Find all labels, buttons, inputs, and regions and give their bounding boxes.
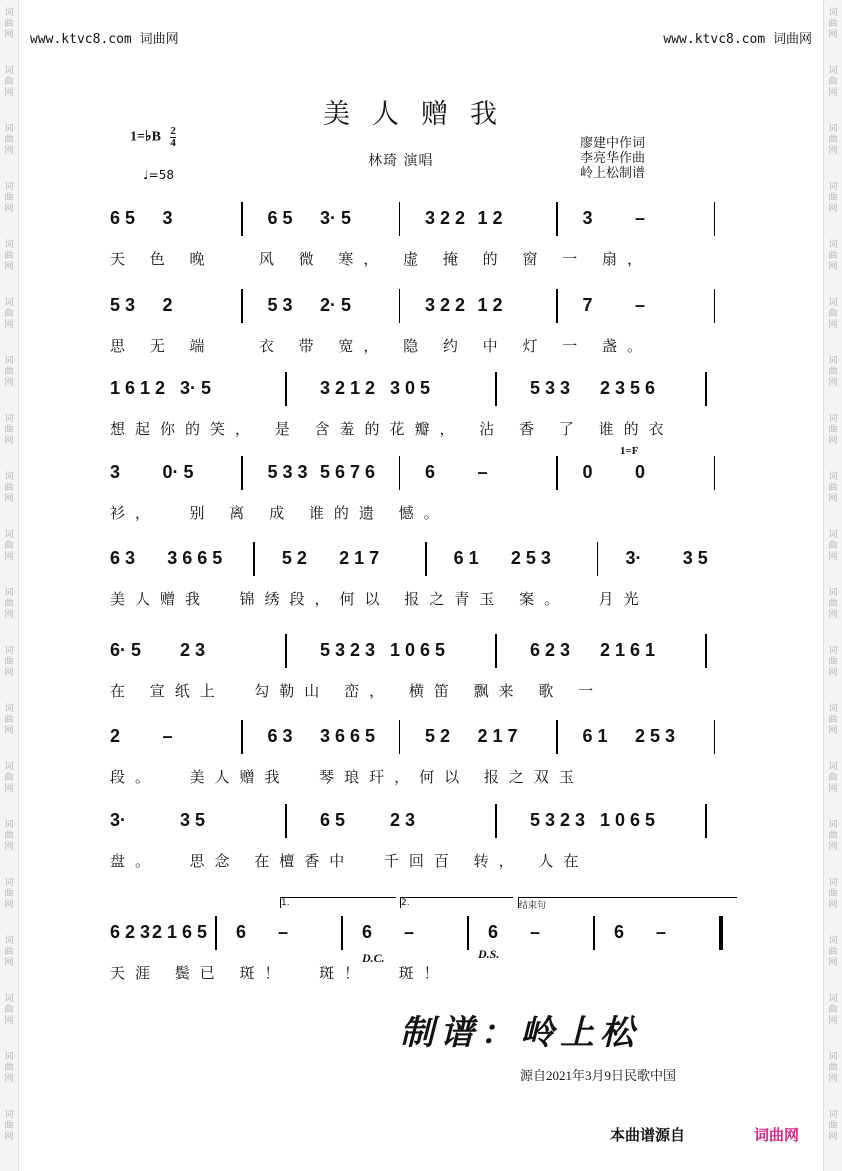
song-title: 美人赠我 <box>323 99 519 130</box>
note-group: – <box>635 295 646 315</box>
bar-line <box>285 804 287 838</box>
bar-line <box>719 916 723 950</box>
edge-watermark: 词曲网 <box>828 240 838 272</box>
note-group: 2 <box>162 295 173 315</box>
lyrics-line: 天涯 鬓已 斑！ 斑！ 斑！ <box>110 964 449 982</box>
edge-watermark: 词曲网 <box>4 66 14 98</box>
edge-watermark: 词曲网 <box>4 704 14 736</box>
bar-line <box>705 372 707 406</box>
note-group: 6 3 <box>267 726 293 746</box>
edge-watermark: 词曲网 <box>828 1052 838 1084</box>
note-group: 1 0 6 5 <box>600 810 656 830</box>
dc-mark: D.C. <box>362 951 385 965</box>
edge-watermark: 词曲网 <box>4 8 14 40</box>
edge-watermark: 词曲网 <box>4 646 14 678</box>
bar-line <box>285 372 287 406</box>
bar-line <box>253 542 255 576</box>
note-group: – <box>656 922 667 942</box>
note-group: 5 3 <box>267 295 293 315</box>
bar-line <box>705 804 707 838</box>
note-group: 3· <box>625 548 642 568</box>
edge-watermark: 词曲网 <box>828 878 838 910</box>
ds-mark: D.S. <box>478 947 500 961</box>
modulation-mark: 1=F <box>620 445 639 457</box>
note-group: 5 3 <box>110 295 136 315</box>
note-group: 6 2 3 <box>110 922 151 942</box>
bar-line <box>495 372 497 406</box>
edge-watermark: 词曲网 <box>828 356 838 388</box>
bar-line <box>241 720 243 754</box>
bar-line <box>556 456 558 490</box>
site-url: www.ktvc8.com <box>663 32 766 47</box>
note-group: 1 2 <box>477 295 503 315</box>
note-group: 2 <box>110 726 121 746</box>
note-group: 3 6 6 5 <box>320 726 376 746</box>
bar-line <box>556 202 558 236</box>
note-group: 6 <box>614 922 625 942</box>
note-group: 0 <box>635 462 646 482</box>
site-brand: 词曲网 <box>139 32 179 47</box>
bar-line <box>495 634 497 668</box>
note-group: 2 1 7 <box>477 726 518 746</box>
edge-watermark: 词曲网 <box>4 994 14 1026</box>
note-group: 3 <box>110 462 121 482</box>
edge-watermark: 词曲网 <box>828 414 838 446</box>
footer-brand-link[interactable]: 词曲网 <box>754 1126 800 1144</box>
edge-watermark: 词曲网 <box>828 820 838 852</box>
note-group: 6 <box>362 922 373 942</box>
edge-watermark: 词曲网 <box>828 124 838 156</box>
lyrics-line: 段。 美人赠我 琴琅玕，何以 报之双玉 <box>110 768 584 786</box>
edge-watermark: 词曲网 <box>828 1110 838 1142</box>
bar-line <box>241 289 243 323</box>
bar-line <box>241 202 243 236</box>
note-group: 0 <box>582 462 593 482</box>
note-group: 5 3 2 3 <box>320 640 376 660</box>
note-group: 7 <box>582 295 593 315</box>
lyrics-line: 在 宣纸上 勾勒山 峦， 横笛 飘来 歌 一 <box>110 682 604 700</box>
transcriber-credit: 岭上松制谱 <box>580 166 646 181</box>
site-brand: 词曲网 <box>772 32 812 47</box>
note-group: 6 5 <box>110 208 136 228</box>
note-group: 3 6 6 5 <box>167 548 223 568</box>
bar-line <box>399 456 401 490</box>
note-group: 2 5 3 <box>635 726 676 746</box>
site-url: www.ktvc8.com <box>30 32 132 47</box>
lyrics-line: 盘。 思念 在檀香中 千回百 转， 人在 <box>110 852 589 870</box>
edge-watermark: 词曲网 <box>4 588 14 620</box>
bar-line <box>714 289 716 323</box>
ending-1: 1. <box>280 897 396 908</box>
bar-line <box>241 456 243 490</box>
edge-watermark: 词曲网 <box>828 530 838 562</box>
lyrics-line: 美人赠我 锦绣段，何以 报之青玉 案。 月光 <box>110 590 649 608</box>
bar-line <box>215 916 217 950</box>
notes-row <box>110 726 740 756</box>
note-group: 5 2 <box>281 548 307 568</box>
lyricist-credit: 廖建中作词 <box>580 136 646 151</box>
note-group: 0· 5 <box>162 462 194 482</box>
note-group: 3 2 1 2 <box>320 378 376 398</box>
note-group: 2 5 3 <box>510 548 551 568</box>
note-group: 6 5 <box>267 208 293 228</box>
notes-row <box>110 640 740 670</box>
edge-watermark: 词曲网 <box>828 994 838 1026</box>
edge-watermark: 词曲网 <box>828 704 838 736</box>
note-group: – <box>635 208 646 228</box>
bar-line <box>597 542 599 576</box>
composer-credit: 李亮华作曲 <box>580 151 646 166</box>
note-group: 3 2 2 <box>425 295 466 315</box>
note-group: 6 <box>425 462 436 482</box>
note-group: 2 3 <box>180 640 206 660</box>
edge-watermark: 词曲网 <box>828 182 838 214</box>
note-group: 5 2 <box>425 726 451 746</box>
source-note: 源自2021年3月9日民歌中国 <box>520 1068 677 1083</box>
signature: 制谱：岭上松 <box>400 1013 640 1053</box>
note-group: 6 <box>236 922 247 942</box>
note-group: 5 3 2 3 <box>530 810 586 830</box>
edge-watermark: 词曲网 <box>828 8 838 40</box>
edge-watermark: 词曲网 <box>4 182 14 214</box>
note-group: 2 3 <box>390 810 416 830</box>
note-group: 6 1 <box>453 548 479 568</box>
edge-watermark: 词曲网 <box>4 124 14 156</box>
lyrics-line: 衫， 别 离 成 谁的遗 憾。 <box>110 504 449 522</box>
note-group: 3 0 5 <box>390 378 431 398</box>
note-group: 6 3 <box>110 548 136 568</box>
note-group: 6· 5 <box>110 640 142 660</box>
edge-watermark: 词曲网 <box>4 356 14 388</box>
note-group: 3 5 <box>682 548 708 568</box>
bar-line <box>556 289 558 323</box>
note-group: 3 2 2 <box>425 208 466 228</box>
edge-watermark: 词曲网 <box>828 588 838 620</box>
note-group: 2· 5 <box>320 295 352 315</box>
edge-watermark: 词曲网 <box>4 298 14 330</box>
notes-row <box>110 295 740 325</box>
key-text: 1=♭B <box>130 129 161 145</box>
bar-line <box>399 202 401 236</box>
edge-watermark: 词曲网 <box>828 936 838 968</box>
bar-line <box>285 634 287 668</box>
note-group: – <box>530 922 541 942</box>
edge-watermark: 词曲网 <box>4 1052 14 1084</box>
edge-watermark: 词曲网 <box>4 878 14 910</box>
edge-watermark: 词曲网 <box>4 1110 14 1142</box>
tempo-mark: ♩=58 <box>143 168 174 182</box>
edge-watermark: 词曲网 <box>4 936 14 968</box>
edge-watermark: 词曲网 <box>828 762 838 794</box>
note-group: 3· <box>110 810 127 830</box>
header-site-left[interactable] <box>30 28 179 47</box>
notes-row <box>110 462 740 492</box>
bar-line <box>556 720 558 754</box>
note-group: – <box>162 726 173 746</box>
edge-watermark: 词曲网 <box>4 762 14 794</box>
edge-watermark: 词曲网 <box>828 298 838 330</box>
note-group: 3 5 <box>180 810 206 830</box>
note-group: 2 1 6 1 <box>600 640 656 660</box>
note-group: – <box>278 922 289 942</box>
bar-line <box>714 720 716 754</box>
edge-watermark: 词曲网 <box>4 530 14 562</box>
note-group: 2 3 5 6 <box>600 378 656 398</box>
singer-credit: 林琦 演唱 <box>368 153 434 169</box>
note-group: 6 <box>488 922 499 942</box>
lyrics-line: 想起你的笑， 是 含羞的花瓣， 沾 香 了 谁的衣 <box>110 420 674 438</box>
edge-watermark: 词曲网 <box>828 472 838 504</box>
bar-line <box>593 916 595 950</box>
bar-line <box>495 804 497 838</box>
edge-watermark: 词曲网 <box>4 820 14 852</box>
edge-watermark: 词曲网 <box>4 472 14 504</box>
bar-line <box>705 634 707 668</box>
note-group: 1 0 6 5 <box>390 640 446 660</box>
bar-line <box>714 456 716 490</box>
note-group: 3 <box>582 208 593 228</box>
note-group: 6 2 3 <box>530 640 571 660</box>
note-group: – <box>477 462 488 482</box>
notes-row <box>110 208 740 238</box>
lyrics-line: 思 无 端 衣 带 宽， 隐 约 中 灯 一 盏。 <box>110 337 652 355</box>
note-group: 6 5 <box>320 810 346 830</box>
bar-line <box>714 202 716 236</box>
note-group: 5 3 3 <box>530 378 571 398</box>
bar-line <box>341 916 343 950</box>
edge-watermark: 词曲网 <box>828 66 838 98</box>
bar-line <box>467 916 469 950</box>
credits <box>580 136 645 181</box>
ending-2: 2. <box>400 897 513 908</box>
edge-watermark: 词曲网 <box>4 414 14 446</box>
time-signature <box>170 126 176 149</box>
note-group: – <box>404 922 415 942</box>
bar-line <box>399 289 401 323</box>
meter-top: 2 <box>170 125 176 137</box>
header-site-right[interactable] <box>663 28 812 47</box>
ending-final: 结束句 <box>518 897 737 908</box>
lyrics-line: 天 色 晚 风 微 寒， 虚 掩 的 窗 一 扇， <box>110 250 652 268</box>
note-group: 3· 5 <box>180 378 212 398</box>
key-signature <box>130 126 176 149</box>
note-group: 5 3 3 <box>267 462 308 482</box>
note-group: 5 6 7 6 <box>320 462 376 482</box>
edge-watermark: 词曲网 <box>828 646 838 678</box>
note-group: 1 2 <box>477 208 503 228</box>
edge-watermark: 词曲网 <box>4 240 14 272</box>
note-group: 1 6 1 2 <box>110 378 166 398</box>
meter-bottom: 4 <box>170 137 176 149</box>
note-group: 2 1 6 5 <box>152 922 208 942</box>
notes-row <box>110 922 740 952</box>
note-group: 3 <box>162 208 173 228</box>
note-group: 2 1 7 <box>339 548 380 568</box>
notes-row <box>110 378 740 408</box>
footer-label: 本曲谱源自 <box>610 1126 686 1144</box>
bar-line <box>399 720 401 754</box>
bar-line <box>425 542 427 576</box>
notes-row <box>110 548 740 578</box>
notes-row <box>110 810 740 840</box>
note-group: 3· 5 <box>320 208 352 228</box>
note-group: 6 1 <box>582 726 608 746</box>
